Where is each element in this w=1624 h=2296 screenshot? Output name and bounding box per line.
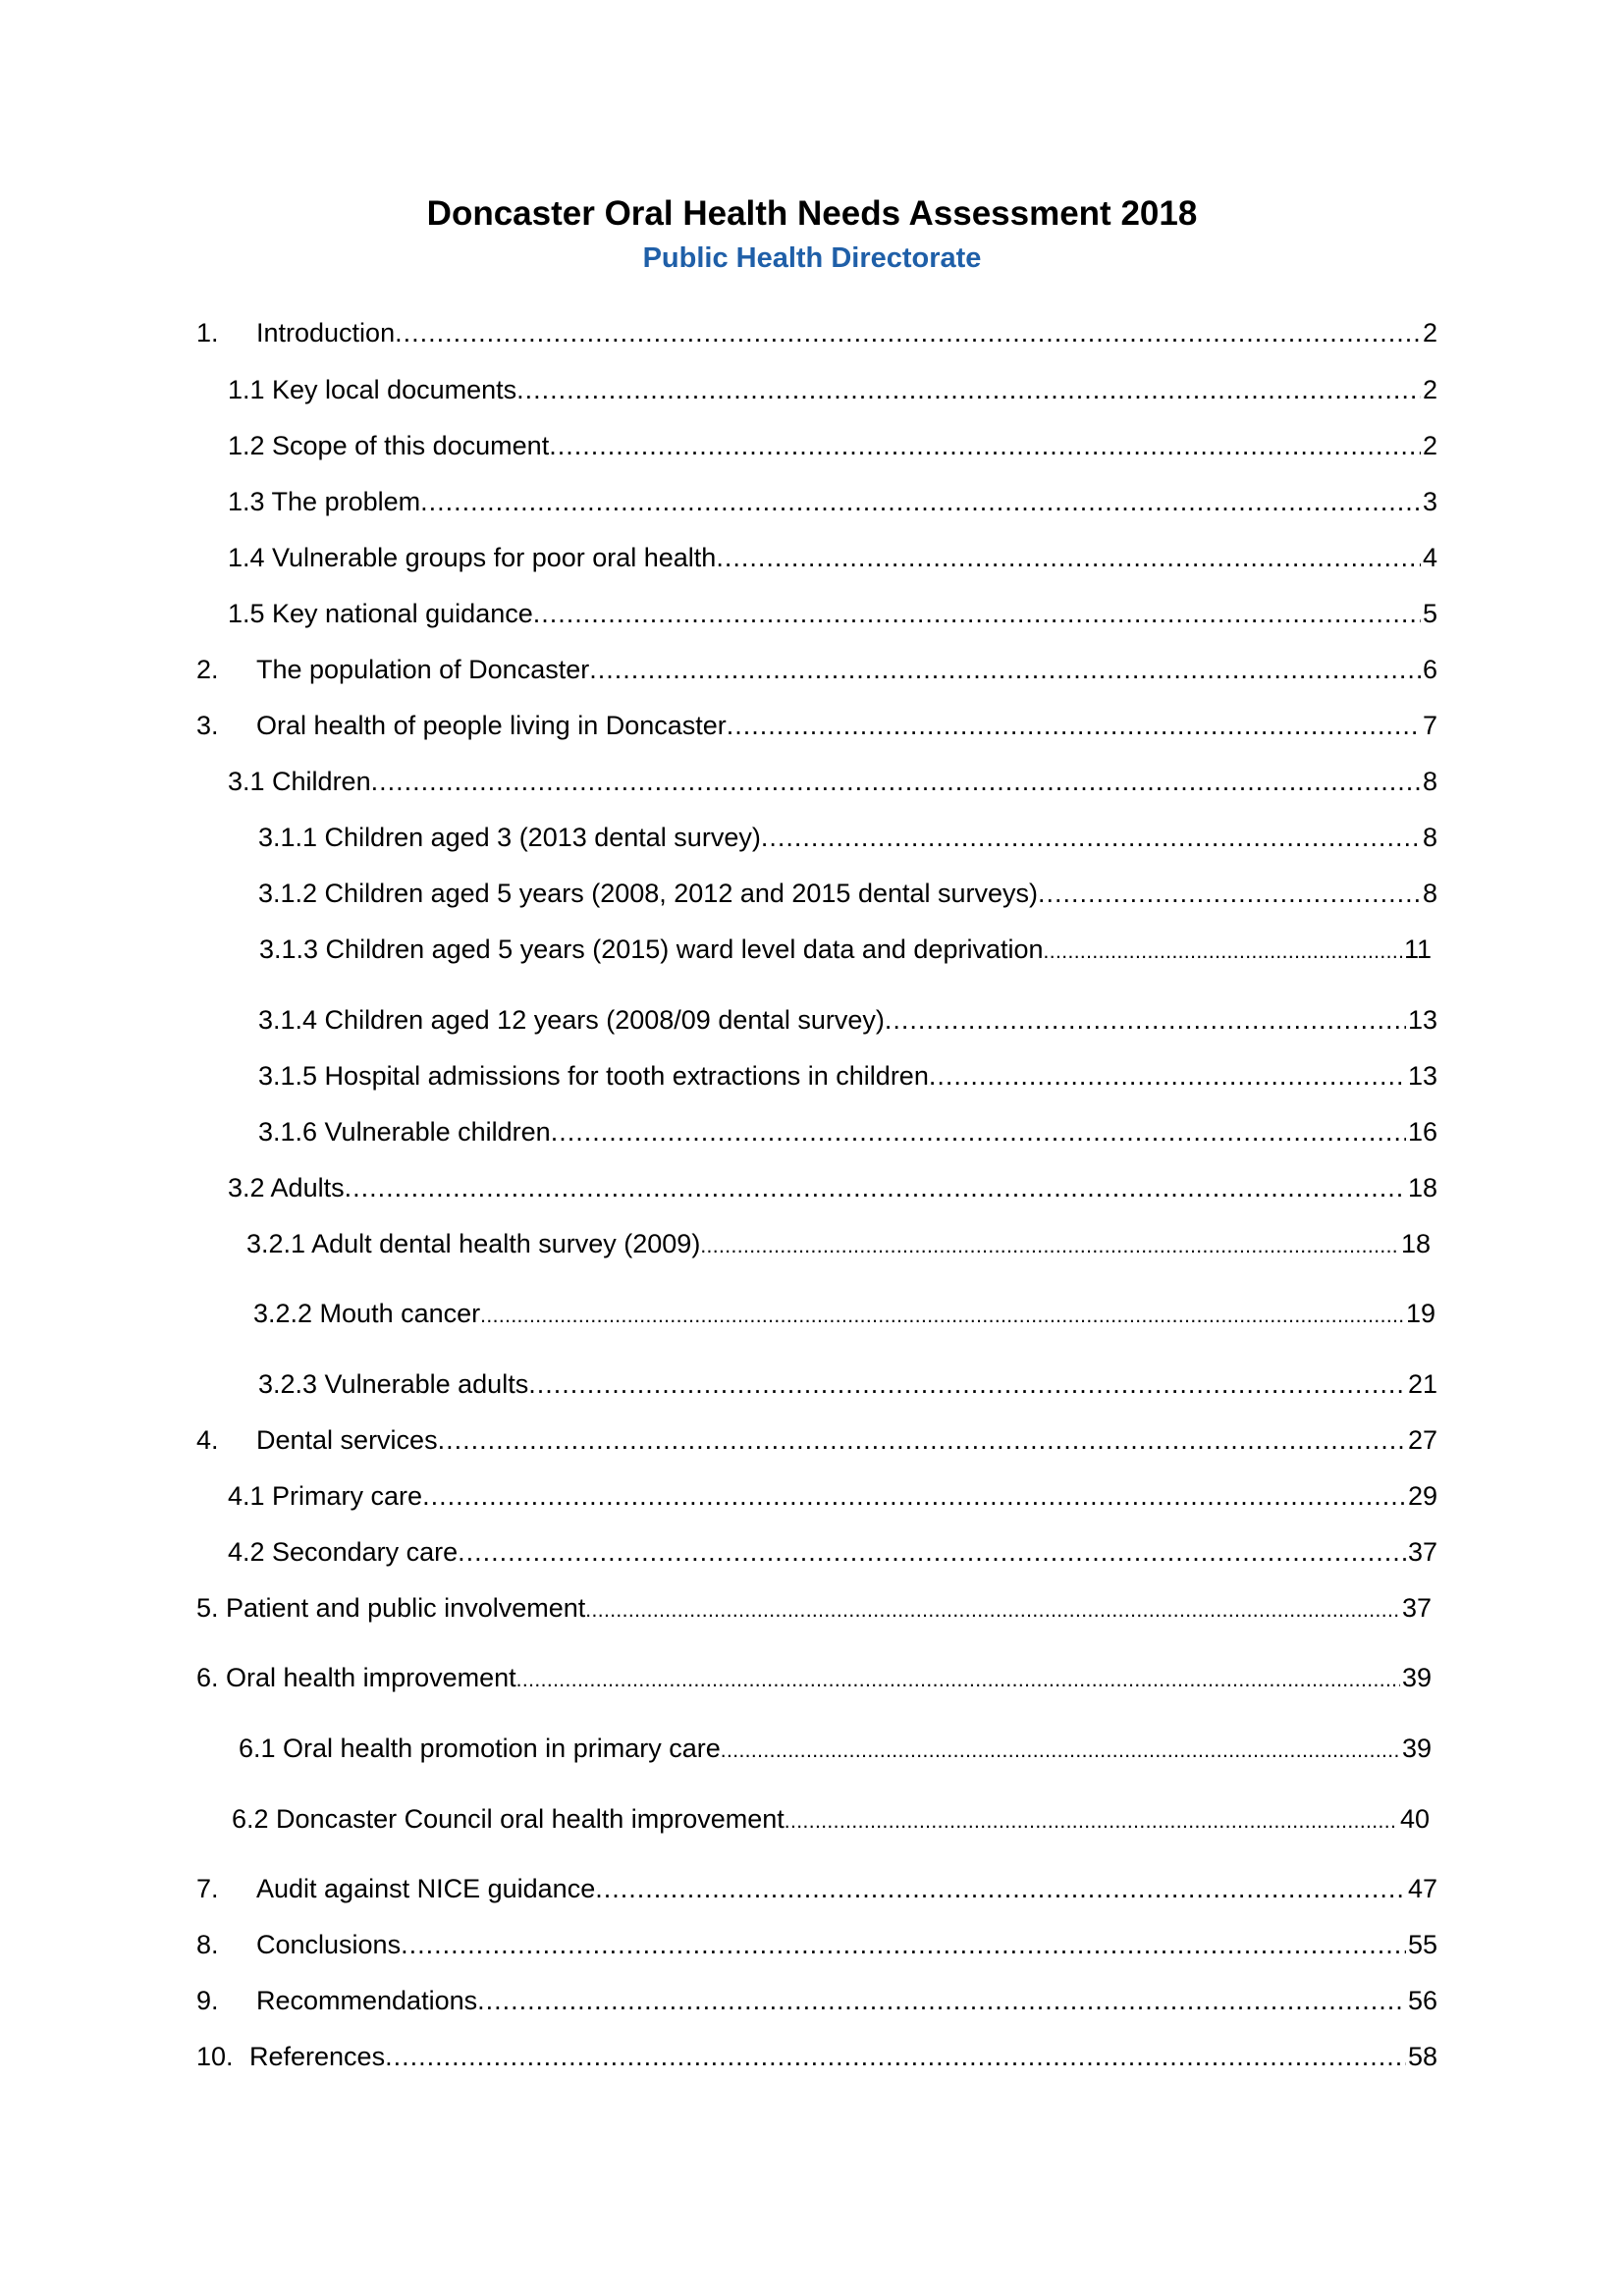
toc-entry-label: 3.1.3 Children aged 5 years (2015) ward level data and deprivation [259, 934, 1044, 964]
toc-entry-label: Introduction [256, 318, 396, 347]
toc-entry-number: 7. [196, 1874, 219, 1903]
toc-leader-dots [549, 429, 1421, 462]
toc-leader-dots [785, 1805, 1398, 1839]
document-title: Doncaster Oral Health Needs Assessment 2018 [426, 194, 1198, 233]
toc-entry-label: 6. Oral health improvement [196, 1663, 516, 1692]
toc-leader-dots [371, 765, 1421, 798]
toc-entry-label: 3.1 Children [228, 767, 371, 796]
toc-entry-label: The population of Doncaster [256, 655, 590, 684]
toc-leader-dots [885, 1003, 1406, 1037]
toc-entry-label: 4.2 Secondary care [228, 1537, 459, 1567]
toc-entry-oral-health-doncaster[interactable] [196, 709, 1437, 742]
toc-entry-label: Oral health of people living in Doncaster [256, 711, 727, 740]
toc-entry-page: 39 [1401, 1734, 1432, 1763]
toc-entry-page: 8 [1422, 823, 1437, 852]
toc-entry-label: 6.1 Oral health promotion in primary care [239, 1734, 721, 1763]
toc-leader-dots [727, 709, 1421, 742]
toc-entry-page: 56 [1407, 1986, 1437, 2015]
toc-entry-number: 4. [196, 1425, 219, 1455]
toc-entry-introduction[interactable] [196, 316, 1437, 349]
toc-entry-label: 1.5 Key national guidance [228, 599, 533, 628]
toc-entry-page: 27 [1407, 1425, 1437, 1455]
toc-entry-label: 5. Patient and public involvement [196, 1593, 586, 1623]
toc-leader-dots [395, 316, 1421, 349]
toc-entry-page: 7 [1422, 711, 1437, 740]
toc-entry-label: Conclusions [256, 1930, 402, 1959]
toc-leader-dots [929, 1059, 1406, 1093]
toc-leader-dots [585, 1594, 1400, 1628]
toc-entry-label: 3.1.4 Children aged 12 years (2008/09 dental survey) [258, 1005, 885, 1035]
toc-entry-adult-dental-survey[interactable] [246, 1227, 1431, 1263]
toc-entry-national-guidance[interactable] [228, 597, 1437, 630]
toc-leader-dots [528, 1367, 1406, 1401]
toc-entry-page: 37 [1407, 1537, 1437, 1567]
toc-entry-number: 1. [196, 318, 219, 347]
toc-entry-vulnerable-groups[interactable] [228, 541, 1437, 574]
toc-entry-number: 10. [196, 2042, 234, 2071]
toc-entry-page: 19 [1405, 1299, 1435, 1328]
toc-leader-dots [533, 597, 1421, 630]
toc-entry-scope[interactable] [228, 429, 1437, 462]
toc-entry-page: 8 [1422, 767, 1437, 796]
toc-entry-recommendations[interactable] [196, 1984, 1437, 2017]
document-subtitle: Public Health Directorate [642, 242, 982, 274]
toc-entry-page: 2 [1422, 375, 1437, 404]
toc-entry-children[interactable] [228, 765, 1437, 798]
toc-entry-children-aged-5[interactable] [258, 877, 1437, 910]
toc-entry-page: 13 [1407, 1005, 1437, 1035]
toc-entry-adults[interactable] [228, 1171, 1437, 1204]
toc-leader-dots [422, 1479, 1406, 1513]
toc-leader-dots [716, 541, 1421, 574]
toc-entry-label: 4.1 Primary care [228, 1481, 423, 1511]
toc-entry-label: 3.2 Adults [228, 1173, 345, 1202]
toc-entry-label: 3.2.1 Adult dental health survey (2009) [246, 1229, 701, 1258]
toc-leader-dots [345, 1171, 1406, 1204]
toc-entry-label: Recommendations [256, 1986, 478, 2015]
toc-entry-page: 16 [1407, 1117, 1437, 1147]
toc-entry-page: 6 [1422, 655, 1437, 684]
toc-entry-hospital-admissions[interactable] [258, 1059, 1437, 1093]
toc-entry-label: 3.1.1 Children aged 3 (2013 dental survey) [258, 823, 761, 852]
toc-entry-page: 4 [1422, 543, 1437, 572]
toc-leader-dots [438, 1423, 1406, 1457]
toc-leader-dots [401, 1928, 1406, 1961]
toc-leader-dots [477, 1984, 1406, 2017]
toc-entry-number: 9. [196, 1986, 219, 2015]
toc-leader-dots [516, 1664, 1400, 1697]
toc-entry-label: References [249, 2042, 386, 2071]
toc-entry-label: 6.2 Doncaster Council oral health improvement [232, 1804, 785, 1834]
toc-entry-page: 55 [1407, 1930, 1437, 1959]
toc-entry-oral-health-promotion[interactable] [239, 1732, 1432, 1768]
toc-entry-references[interactable] [196, 2040, 1437, 2073]
toc-entry-page: 18 [1400, 1229, 1431, 1258]
toc-entry-patient-public-involvement[interactable] [196, 1591, 1432, 1628]
toc-leader-dots [721, 1735, 1400, 1768]
toc-entry-label: 1.4 Vulnerable groups for poor oral health [228, 543, 717, 572]
toc-leader-dots [595, 1872, 1406, 1905]
toc-entry-page: 5 [1422, 599, 1437, 628]
toc-entry-dental-services[interactable] [196, 1423, 1437, 1457]
toc-entry-mouth-cancer[interactable] [253, 1297, 1435, 1333]
toc-leader-dots [458, 1535, 1406, 1569]
toc-entry-the-problem[interactable] [228, 485, 1437, 518]
toc-entry-label: Audit against NICE guidance [256, 1874, 596, 1903]
toc-entry-oral-health-improvement[interactable] [196, 1661, 1432, 1697]
toc-entry-label: 1.2 Scope of this document [228, 431, 550, 460]
toc-entry-label: 3.2.2 Mouth cancer [253, 1299, 481, 1328]
toc-entry-page: 37 [1401, 1593, 1432, 1623]
toc-leader-dots [385, 2040, 1406, 2073]
toc-entry-population[interactable] [196, 653, 1437, 686]
toc-entry-page: 29 [1407, 1481, 1437, 1511]
toc-leader-dots [480, 1300, 1404, 1333]
toc-entry-page: 2 [1422, 431, 1437, 460]
toc-entry-vulnerable-adults[interactable] [258, 1367, 1437, 1401]
toc-entry-page: 2 [1422, 318, 1437, 347]
toc-entry-number: 8. [196, 1930, 219, 1959]
toc-entry-key-local-documents[interactable] [228, 373, 1437, 406]
toc-entry-council-oral-health[interactable] [232, 1802, 1430, 1839]
toc-entry-page: 47 [1407, 1874, 1437, 1903]
toc-leader-dots [551, 1115, 1406, 1148]
toc-leader-dots [1038, 877, 1421, 910]
toc-entry-label: Dental services [256, 1425, 438, 1455]
toc-entry-number: 3. [196, 711, 219, 740]
toc-entry-page: 39 [1401, 1663, 1432, 1692]
toc-leader-dots [761, 821, 1421, 854]
toc-entry-ward-level-data[interactable] [259, 933, 1432, 969]
toc-leader-dots [516, 373, 1421, 406]
toc-entry-page: 21 [1407, 1369, 1437, 1399]
toc-entry-conclusions[interactable] [196, 1928, 1437, 1961]
toc-entry-label: 3.1.6 Vulnerable children [258, 1117, 551, 1147]
toc-entry-page: 18 [1407, 1173, 1437, 1202]
toc-leader-dots [420, 485, 1421, 518]
toc-entry-page: 13 [1407, 1061, 1437, 1091]
toc-leader-dots [1044, 935, 1402, 969]
toc-entry-page: 8 [1422, 879, 1437, 908]
toc-entry-children-aged-3[interactable] [258, 821, 1437, 854]
toc-entry-page: 3 [1422, 487, 1437, 516]
toc-entry-label: 3.1.5 Hospital admissions for tooth extractions in children [258, 1061, 929, 1091]
toc-leader-dots [700, 1230, 1399, 1263]
toc-entry-secondary-care[interactable] [228, 1535, 1437, 1569]
toc-entry-page: 58 [1407, 2042, 1437, 2071]
toc-entry-label: 3.1.2 Children aged 5 years (2008, 2012 and 2015 dental surveys) [258, 879, 1039, 908]
toc-entry-number: 2. [196, 655, 219, 684]
toc-entry-children-aged-12[interactable] [258, 1003, 1437, 1037]
toc-leader-dots [589, 653, 1421, 686]
toc-entry-page: 40 [1399, 1804, 1430, 1834]
toc-entry-nice-audit[interactable] [196, 1872, 1437, 1905]
toc-entry-primary-care[interactable] [228, 1479, 1437, 1513]
toc-entry-vulnerable-children[interactable] [258, 1115, 1437, 1148]
toc-entry-label: 1.1 Key local documents [228, 375, 517, 404]
toc-entry-page: 11 [1403, 934, 1432, 964]
toc-entry-label: 3.2.3 Vulnerable adults [258, 1369, 529, 1399]
toc-entry-label: 1.3 The problem [228, 487, 421, 516]
